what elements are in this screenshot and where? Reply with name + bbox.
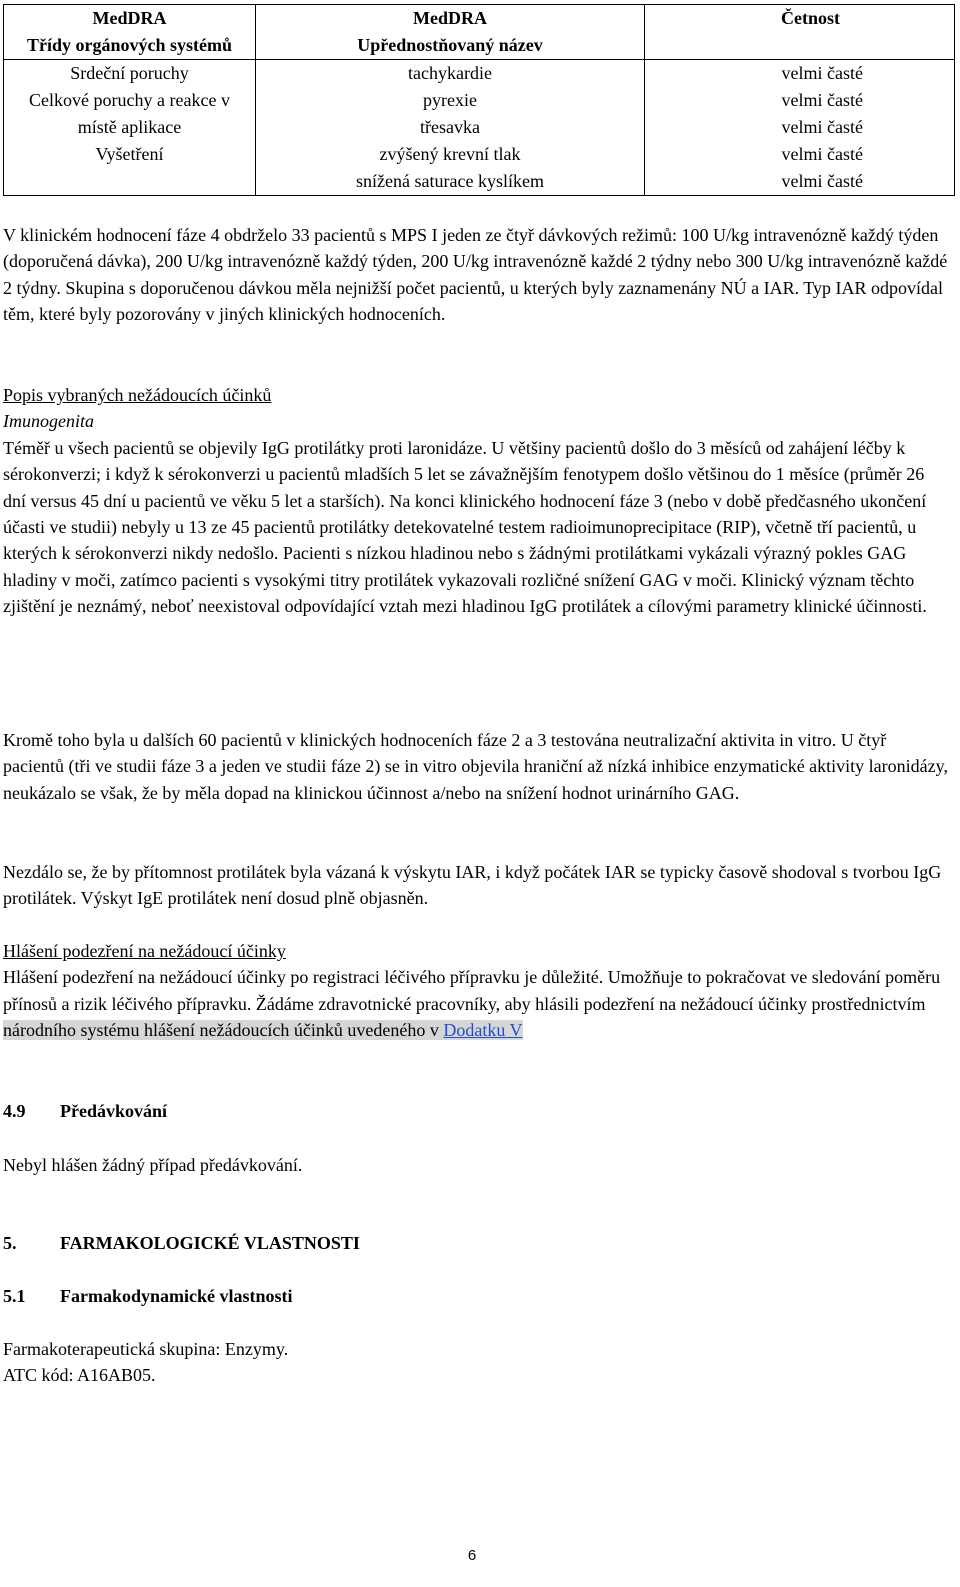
table-cell-frequency: velmi časté <box>645 60 955 88</box>
table-cell-term: tachykardie <box>256 60 645 88</box>
section-selected-adverse-effects <box>3 382 951 620</box>
table-header-row <box>4 5 955 60</box>
table-row <box>4 141 955 196</box>
table-cell-term: pyrexie třesavka <box>256 87 645 141</box>
heading-number: 5.1 <box>3 1286 26 1306</box>
header-preferred-term: MedDRA Upřednostňovaný název <box>256 5 645 60</box>
subsection-heading-imunogenita: Imunogenita <box>3 411 94 432</box>
heading-4-9 <box>3 1098 167 1124</box>
appendix-v-link[interactable]: Dodatku V <box>443 1020 523 1041</box>
heading-5-1 <box>3 1283 293 1309</box>
table-cell-frequency: velmi časté velmi časté <box>645 87 955 141</box>
heading-number: 4.9 <box>3 1101 26 1121</box>
section-reporting <box>3 938 951 1044</box>
table-row <box>4 60 955 88</box>
section-heading-popis: Popis vybraných nežádoucích účinků <box>3 385 272 405</box>
heading-title: Farmakodynamické vlastnosti <box>60 1286 293 1306</box>
paragraph-pharmacotherapeutic-group: Farmakoterapeutická skupina: Enzymy. ATC kód: A16AB05. <box>3 1339 289 1386</box>
section-heading-hlaseni: Hlášení podezření na nežádoucí účinky <box>3 941 286 961</box>
paragraph-immunogenicity: Téměř u všech pacientů se objevily IgG protilátky proti laronidáze. U většiny pacientů došlo do 3 měsíců od zahájení léčby k sérokonverzi; i když k sérokonverzi u pacientů mladších 5 let se závažnějším fenotypem došlo většinou do 1 měsíce (průměr 26 dní versus 45 dní u pacientů ve věku 5 let a starších). Na konci klinického hodnocení fáze 3 (nebo v době předčasného ukončení účasti ve studii) nebyly u 13 ze 45 pacientů protilátky detekovatelné testem radioimunoprecipitace (RIP), včetně tří pacientů, u kterých k sérokonverzi nikdy nedošlo. Pacienti s nízkou hladinou nebo s žádnými protilátkami vykázali výrazný pokles GAG hladiny v moči, zatímco pacienti s vysokými titry protilátek vykazovali rozličné snížení GAG v moči. Klinický význam těchto zjištění je neznámý, neboť neexistoval odpovídající vztah mezi hladinou IgG protilátek a cílovými parametry klinické účinnosti. <box>3 437 927 617</box>
table-cell-soc: Vyšetření <box>4 141 256 196</box>
header-soc: MedDRA Třídy orgánových systémů <box>4 5 256 60</box>
table-row <box>4 87 955 141</box>
heading-number: 5. <box>3 1233 17 1253</box>
paragraph-iar-antibodies: Nezdálo se, že by přítomnost protilátek byla vázaná k výskytu IAR, i když počátek IAR se typicky časově shodoval s tvorbou IgG protilátek. Výskyt IgE protilátek není dosud plně objasněn. <box>3 862 942 909</box>
paragraph-overdose: Nebyl hlášen žádný případ předávkování. <box>3 1155 303 1175</box>
paragraph-neutralizing-activity: Kromě toho byla u dalších 60 pacientů v klinických hodnoceních fáze 2 a 3 testována neutralizační aktivita in vitro. U čtyř pacientů (tři ve studii fáze 3 a jeden ve studii fáze 2) se in vitro objevila hraniční až nízká inhibice enzymatické aktivity laronidázy, neukázalo se však, že by měla dopad na klinickou účinnost a/nebo na snížení hodnot urinárního GAG. <box>3 730 948 803</box>
table-cell-term: zvýšený krevní tlak snížená saturace kyslíkem <box>256 141 645 196</box>
header-frequency: Četnost <box>645 5 955 60</box>
adverse-reactions-table <box>3 4 955 196</box>
paragraph-phase4-study: V klinickém hodnocení fáze 4 obdrželo 33 pacientů s MPS I jeden ze čtyř dávkových režimů: 100 U/kg intravenózně každý týden (doporučená dávka), 200 U/kg intravenózně každý týden, 200 U/kg intravenózně každé 2 týdny nebo 300 U/kg intravenózně každé 2 týdny. Skupina s doporučenou dávkou měla nejnižší počet pacientů, u kterých byly zaznamenány NÚ a IAR. Typ IAR odpovídal těm, které byly pozorovány v jiných klinických hodnoceních. <box>3 225 948 325</box>
heading-title: FARMAKOLOGICKÉ VLASTNOSTI <box>60 1233 360 1253</box>
heading-5 <box>3 1230 360 1256</box>
table-cell-frequency: velmi časté velmi časté <box>645 141 955 196</box>
table-cell-soc: Celkové poruchy a reakce v místě aplikace <box>4 87 256 141</box>
table-cell-soc: Srdeční poruchy <box>4 60 256 88</box>
paragraph-reporting: Hlášení podezření na nežádoucí účinky po registraci léčivého přípravku je důležité. Umožňuje to pokračovat ve sledování poměru přínosů a rizik léčivého přípravku. Žádáme zdravotnické pracovníky, aby hlásili podezření na nežádoucí účinky prostřednictvím národního systému hlášení nežádoucích účinků uvedeného v Dodatku V <box>3 967 941 1041</box>
heading-title: Předávkování <box>60 1101 168 1121</box>
highlighted-reporting-system: národního systému hlášení nežádoucích účinků uvedeného v Dodatku V <box>3 1020 523 1041</box>
page-number: 6 <box>467 1547 477 1564</box>
